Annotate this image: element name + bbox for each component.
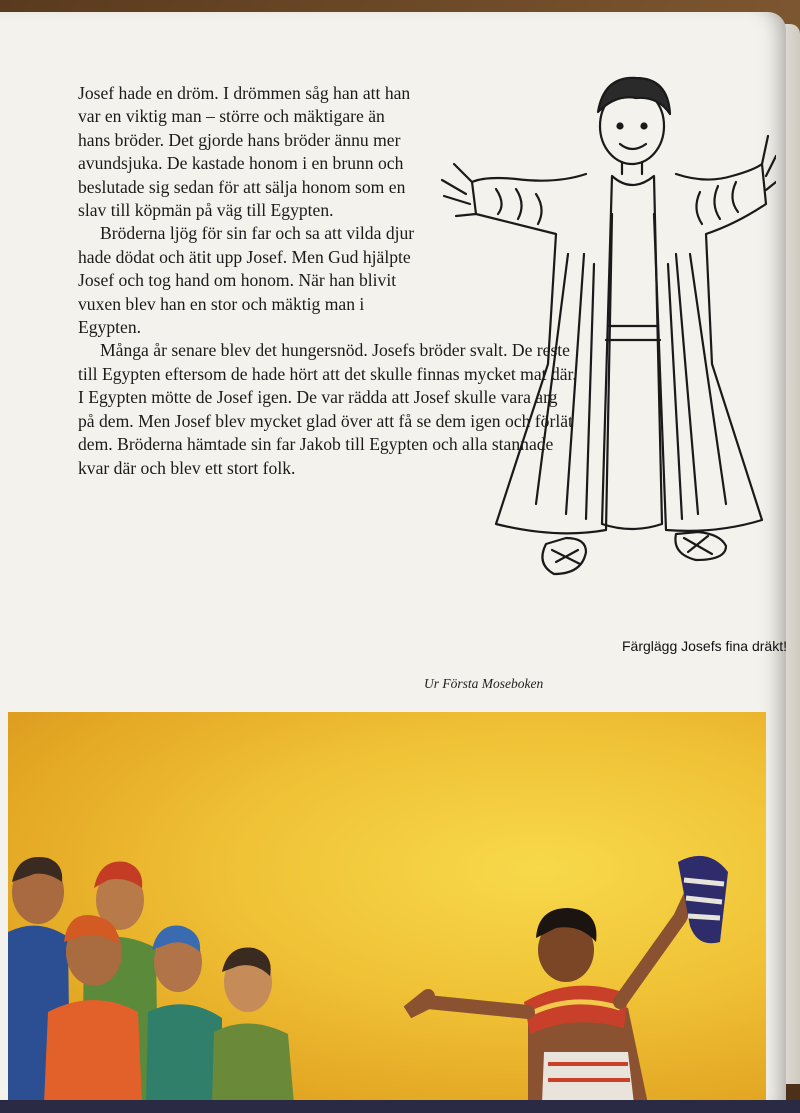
josef-coloring-illustration xyxy=(436,64,776,584)
coloring-caption: Färglägg Josefs fina dräkt! xyxy=(622,638,787,654)
story-paragraph-2: Bröderna ljög för sin far och sa att vilda djur hade dödat och ätit upp Josef. Men Gud hjälpte Josef och tog hand om honom. När han blivit vuxen blev han en stor och mäktig man i Egypten. xyxy=(78,223,415,338)
painting-josef-and-brothers xyxy=(8,712,766,1104)
brothers-group xyxy=(8,857,294,1104)
source-citation: Ur Första Moseboken xyxy=(424,676,544,691)
book-cover-edge xyxy=(0,1100,800,1113)
painting-scene xyxy=(8,712,766,1104)
story-paragraph-3: Många år senare blev det hungersnöd. Josefs bröder svalt. De reste till Egypten eftersom de hade hört att det skulle finnas mycket mat där. I Egypten mötte de Josef igen. De var rädda att Josef skulle vara arg på dem. Men Josef blev mycket glad över att få se dem igen och förlät dem. Bröderna hämtade sin far Jakob till Egypten och alla stannade kvar där och blev ett stort folk. xyxy=(78,340,577,478)
josef-figure xyxy=(408,856,728,1104)
story-paragraph-1: Josef hade en dröm. I drömmen såg han att han var en viktig man – större och mäktigare än hans bröder. Det gjorde hans bröder ännu mer avundsjuka. De kastade honom i en brunn och beslutade sig sedan för att sälja honom som en slav till köpmän på väg till Egypten. xyxy=(78,83,411,221)
